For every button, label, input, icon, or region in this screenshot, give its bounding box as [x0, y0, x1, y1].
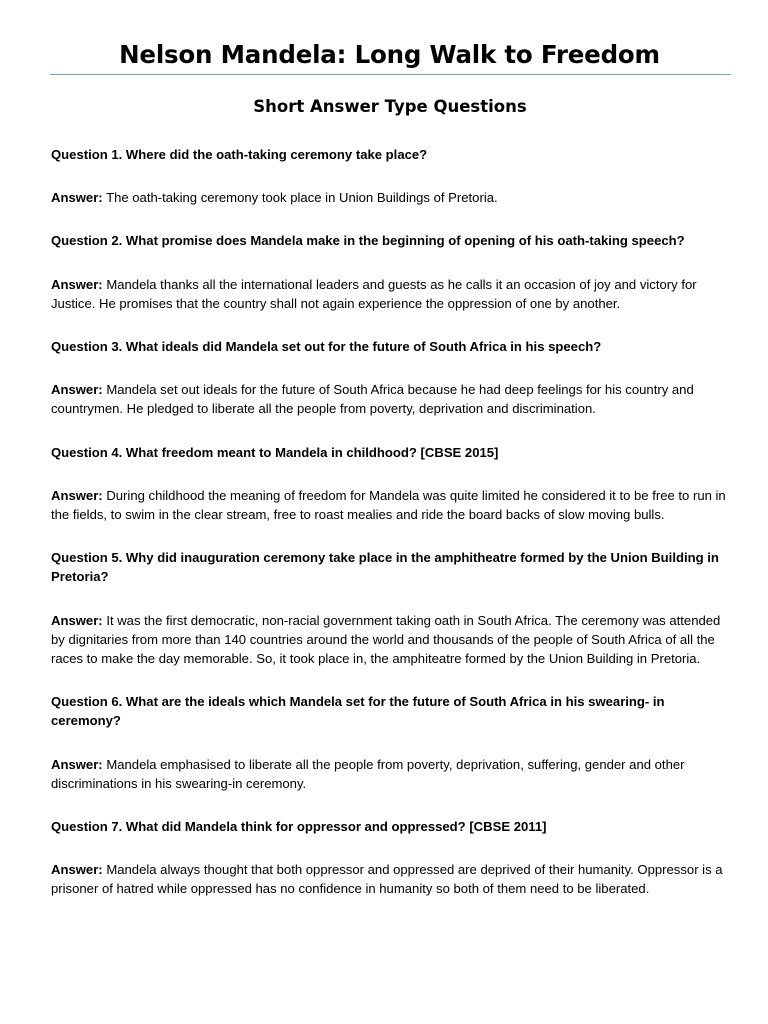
answer-text: During childhood the meaning of freedom for Mandela was quite limited he considered it to be free to run in the fields, to swim in the clear stream, free to roast mealies and ride the board backs of slow moving bulls.	[51, 487, 726, 523]
answer-text: Mandela thanks all the international leaders and guests as he calls it an occasion of joy and victory for Justice. He promises that the country shall not again experience the oppression of one by another.	[51, 276, 697, 311]
answer-paragraph	[51, 275, 731, 313]
answer-text: Mandela set out ideals for the future of South Africa because he had deep feelings for his country and countrymen. He pledged to liberate all the people from poverty, deprivation and discrimination.	[51, 382, 694, 417]
answer-paragraph	[51, 486, 731, 524]
answer-paragraph	[51, 611, 731, 669]
answer-paragraph	[51, 188, 731, 207]
qa-item-1	[51, 145, 731, 207]
answer-label: Answer:	[51, 612, 103, 628]
answer-label: Answer:	[51, 382, 103, 398]
answer-paragraph	[51, 860, 731, 898]
section-heading: Short Answer Type Questions	[253, 97, 527, 116]
answer-text: The oath-taking ceremony took place in Union Buildings of Pretoria.	[106, 190, 498, 206]
question-text: Question 4. What freedom meant to Mandela in childhood? [CBSE 2015]	[51, 444, 499, 460]
qa-item-3	[51, 337, 731, 419]
answer-paragraph	[51, 380, 731, 418]
answer-text: Mandela emphasised to liberate all the people from poverty, deprivation, suffering, gender and other discriminations in his swearing-in ceremony.	[51, 756, 685, 791]
qa-item-2	[51, 231, 731, 313]
answer-label: Answer:	[51, 862, 103, 878]
question-text: Question 7. What did Mandela think for oppressor and oppressed? [CBSE 2011]	[51, 819, 547, 835]
qa-item-6	[51, 692, 731, 793]
question-text: Question 2. What promise does Mandela make in the beginning of opening of his oath-taking speech?	[51, 233, 685, 249]
answer-label: Answer:	[51, 190, 103, 206]
answer-label: Answer:	[51, 756, 103, 772]
question-text: Question 6. What are the ideals which Mandela set for the future of South Africa in his swearing- in ceremony?	[51, 694, 665, 729]
answer-text: Mandela always thought that both oppressor and oppressed are deprived of their humanity. Oppressor is a prisoner of hatred while oppressed has no confidence in humanity so both of them need to be liberated.	[51, 862, 723, 897]
title-divider	[50, 74, 731, 75]
answer-label: Answer:	[51, 487, 103, 503]
answer-label: Answer:	[51, 276, 103, 292]
qa-list	[51, 145, 731, 923]
question-text: Question 3. What ideals did Mandela set out for the future of South Africa in his speech?	[51, 339, 602, 355]
qa-item-4	[51, 443, 731, 525]
qa-item-7	[51, 817, 731, 899]
question-text: Question 5. Why did inauguration ceremony take place in the amphitheatre formed by the Union Building in Pretoria?	[51, 550, 719, 585]
question-text: Question 1. Where did the oath-taking ceremony take place?	[51, 147, 428, 162]
answer-paragraph	[51, 755, 731, 793]
qa-item-5	[51, 548, 731, 668]
document-title: Nelson Mandela: Long Walk to Freedom	[119, 40, 660, 69]
answer-text: It was the first democratic, non-racial government taking oath in South Africa. The ceremony was attended by dignitaries from more than 140 countries around the world and thousands of the people of South Africa of all the races to make the day memorable. So, it took place in, the amphiteatre formed by the Union Building in Pretoria.	[51, 612, 721, 667]
